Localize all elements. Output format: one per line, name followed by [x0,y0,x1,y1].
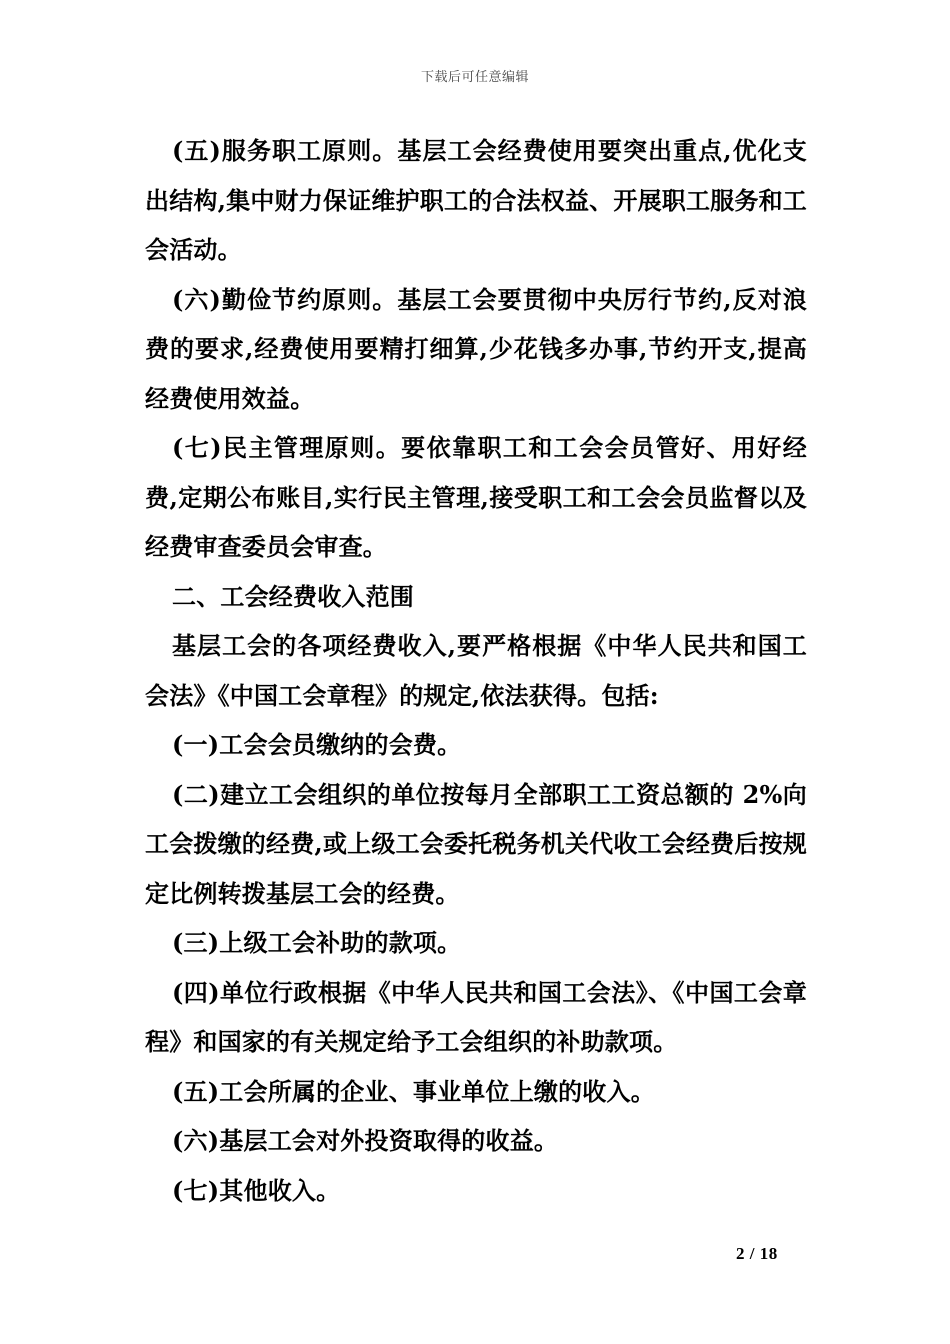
section-heading-income-scope: 二、工会经费收入范围 [172,581,414,611]
paragraph-income-6: (六)基层工会对外投资取得的收益。 [172,1126,559,1155]
page-number: 2 / 18 [736,1244,778,1263]
paragraph-principle-7: (七)民主管理原则。要依靠职工和工会会员管好、用好经费,定期公布账目,实行民主管理,接受职工和工会会员监督以及经费审查委员会审查。 [145,433,807,561]
paragraph-principle-6: (六)勤俭节约原则。基层工会要贯彻中央厉行节约,反对浪费的要求,经费使用要精打细算,少花钱多办事,节约开支,提高经费使用效益。 [145,284,807,413]
document-body [145,126,807,1215]
paragraph-income-1: (一)工会会员缴纳的会费。 [172,730,462,759]
paragraph-income-4: (四)单位行政根据《中华人民共和国工会法》、《中国工会章程》和国家的有关规定给予工会组织的补助款项。 [145,977,807,1056]
page-header: 下载后可任意编辑 [420,70,529,85]
paragraph-income-intro: 基层工会的各项经费收入,要严格根据《中华人民共和国工会法》《中国工会章程》的规定,依法获得。包括: [145,631,807,710]
paragraph-income-2: (二)建立工会组织的单位按每月全部职工工资总额的 2%向工会拨缴的经费,或上级工会委托税务机关代收工会经费后按规定比例转拨基层工会的经费。 [145,779,807,908]
paragraph-principle-5: (五)服务职工原则。基层工会经费使用要突出重点,优化支出结构,集中财力保证维护职工的合法权益、开展职工服务和工会活动。 [145,136,807,264]
paragraph-income-5: (五)工会所属的企业、事业单位上缴的收入。 [172,1076,655,1106]
paragraph-income-7: (七)其他收入。 [172,1175,341,1205]
paragraph-income-3: (三)上级工会补助的款项。 [172,928,462,957]
